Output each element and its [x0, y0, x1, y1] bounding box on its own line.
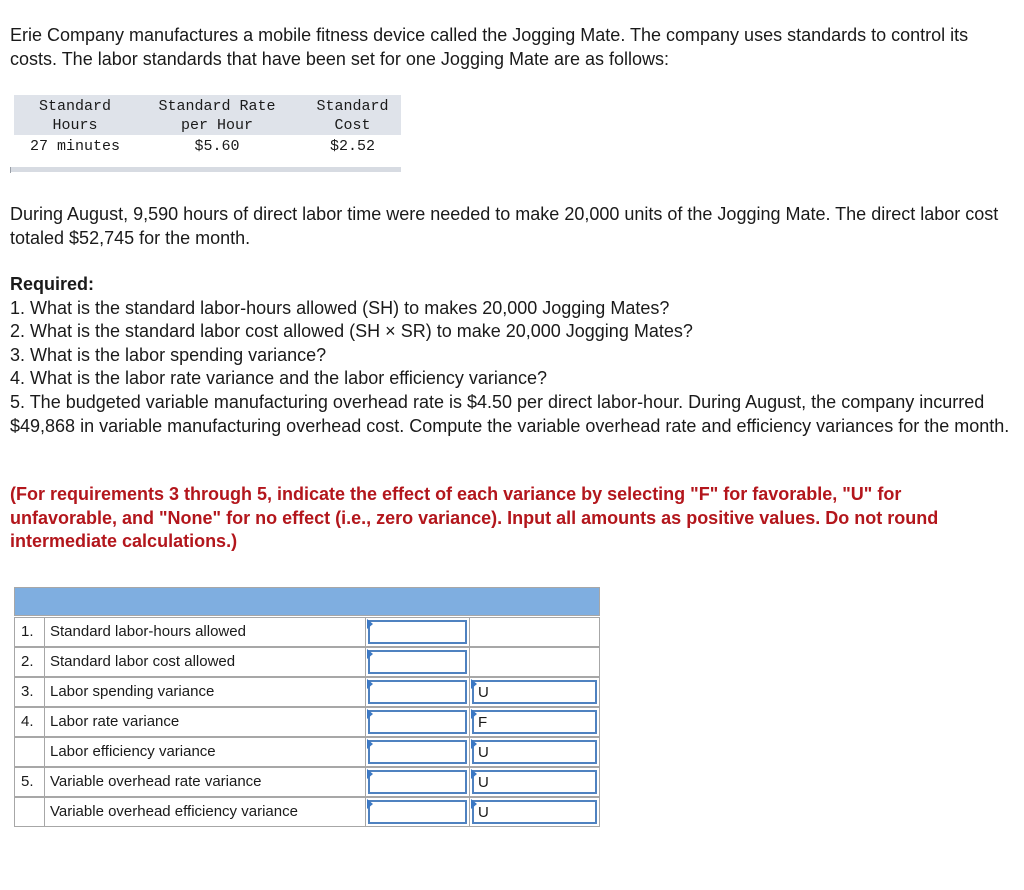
row-number: 1.: [14, 617, 45, 647]
question-2: 2. What is the standard labor cost allowed (SH × SR) to make 20,000 Jogging Mates?: [10, 321, 693, 341]
input-marker-icon: [367, 649, 373, 659]
row-label: Standard labor-hours allowed: [45, 617, 366, 647]
question-1: 1. What is the standard labor-hours allowed (SH) to makes 20,000 Jogging Mates?: [10, 298, 670, 318]
variable-overhead-rate-variance-input[interactable]: [366, 767, 470, 797]
row-label: Standard labor cost allowed: [45, 647, 366, 677]
dropdown-marker-icon: [471, 769, 477, 779]
answer-row: [14, 767, 600, 797]
row-label: Variable overhead efficiency variance: [45, 797, 366, 827]
dropdown-marker-icon: [471, 679, 477, 689]
answer-row: [14, 617, 600, 647]
instructions: (For requirements 3 through 5, indicate the effect of each variance by selecting "F" for favorable, "U" for unfavorable, and "None" for no effect (i.e., zero variance). Input all amounts as positive values. Do not round intermediate calculations.): [10, 484, 939, 551]
row-number: 5.: [14, 767, 45, 797]
header-standard-hours: Standard Hours: [38, 98, 111, 134]
input-marker-icon: [367, 739, 373, 749]
question-3: 3. What is the labor spending variance?: [10, 345, 327, 365]
variable-overhead-efficiency-variance-input[interactable]: [366, 797, 470, 827]
standards-table-tick: [10, 167, 11, 173]
row-label: Variable overhead rate variance: [45, 767, 366, 797]
input-marker-icon: [367, 799, 373, 809]
standards-table-bottom-rule: [10, 167, 401, 172]
standard-labor-hours-input[interactable]: [366, 617, 470, 647]
labor-efficiency-variance-input[interactable]: [366, 737, 470, 767]
answer-row: [14, 677, 600, 707]
labor-rate-variance-input[interactable]: [366, 707, 470, 737]
input-marker-icon: [367, 709, 373, 719]
row-number: 3.: [14, 677, 45, 707]
input-marker-icon: [367, 679, 373, 689]
labor-rate-effect-select[interactable]: F: [470, 707, 600, 737]
labor-spending-variance-input[interactable]: [366, 677, 470, 707]
row-label: Labor rate variance: [45, 707, 366, 737]
answer-row: [14, 797, 600, 827]
standards-table-row: [14, 135, 401, 157]
dropdown-marker-icon: [471, 709, 477, 719]
question-5: 5. The budgeted variable manufacturing overhead rate is $4.50 per direct labor-hour. During August, the company incurred $49,868 in variable manufacturing overhead cost. Compute the variable overhead rate and efficiency variances for the month.: [10, 392, 1010, 436]
dropdown-marker-icon: [471, 739, 477, 749]
standards-table-header: [14, 95, 401, 135]
input-marker-icon: [367, 769, 373, 779]
row-number: [14, 737, 45, 767]
variable-overhead-rate-effect-select[interactable]: U: [470, 767, 600, 797]
answer-row: [14, 647, 600, 677]
header-standard-rate: Standard Rate per Hour: [158, 98, 276, 134]
question-4: 4. What is the labor rate variance and the labor efficiency variance?: [10, 368, 547, 388]
value-standard-rate: $5.60: [194, 138, 240, 155]
intro-paragraph: Erie Company manufactures a mobile fitness device called the Jogging Mate. The company uses standards to control its costs. The labor standards that have been set for one Jogging Mate are as follows:: [10, 25, 969, 69]
row-label: Labor spending variance: [45, 677, 366, 707]
empty-effect-cell: [470, 617, 600, 647]
answer-row: [14, 737, 600, 767]
august-paragraph: During August, 9,590 hours of direct labor time were needed to make 20,000 units of the Jogging Mate. The direct labor cost totaled $52,745 for the month.: [10, 204, 999, 248]
variable-overhead-efficiency-effect-select[interactable]: U: [470, 797, 600, 827]
input-marker-icon: [367, 619, 373, 629]
row-label: Labor efficiency variance: [45, 737, 366, 767]
labor-efficiency-effect-select[interactable]: U: [470, 737, 600, 767]
value-standard-hours: 27 minutes: [29, 138, 120, 155]
answer-row: [14, 707, 600, 737]
row-number: 2.: [14, 647, 45, 677]
header-standard-cost: Standard Cost: [316, 98, 389, 134]
empty-effect-cell: [470, 647, 600, 677]
answer-table-header: [14, 587, 600, 616]
dropdown-marker-icon: [471, 799, 477, 809]
value-standard-cost: $2.52: [329, 138, 375, 155]
standard-labor-cost-input[interactable]: [366, 647, 470, 677]
labor-standards-table: [14, 95, 401, 157]
required-heading: Required:: [10, 274, 95, 294]
row-number: 4.: [14, 707, 45, 737]
row-number: [14, 797, 45, 827]
labor-spending-effect-select[interactable]: U: [470, 677, 600, 707]
